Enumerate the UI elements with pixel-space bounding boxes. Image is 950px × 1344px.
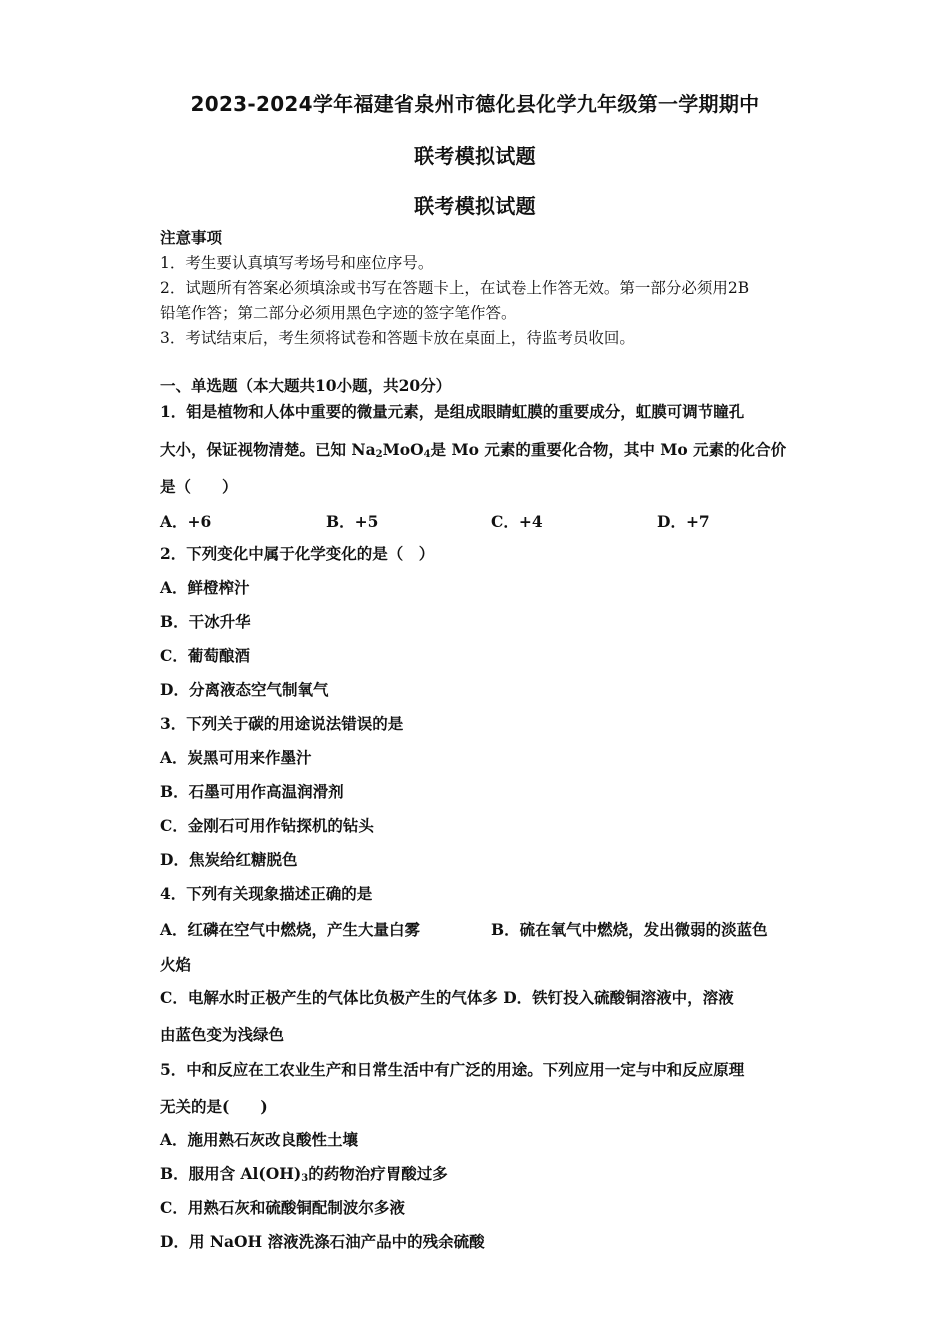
q3-option-c: C．金刚石可用作钻探机的钻头 [160, 816, 374, 835]
q4-option-d-continued: 由蓝色变为浅绿色 [160, 1025, 285, 1044]
q4-option-a: A．红磷在空气中燃烧，产生大量白雾 [160, 920, 421, 939]
section-heading: 一、单选题（本大题共10小题，共20分） [160, 376, 452, 395]
note-item: 1．考生要认真填写考场号和座位序号。 [160, 254, 434, 272]
note-item: 2．试题所有答案必须填涂或书写在答题卡上，在试卷上作答无效。第一部分必须用2B [160, 279, 750, 297]
page-title: 2023-2024学年福建省泉州市德化县化学九年级第一学期期中 [190, 92, 760, 116]
q4-stem: 4．下列有关现象描述正确的是 [160, 884, 373, 903]
q5-option-b: B．服用含 $Al(OH)_3$的药物治疗胃酸过多 [160, 1164, 448, 1184]
q1-stem-line3: 是（ ） [160, 477, 238, 496]
q4-option-b-continued: 火焰 [160, 955, 192, 974]
q4-option-c-d: C．电解水时正极产生的气体比负极产生的气体多 D．铁钉投入硫酸铜溶液中，溶液 [160, 988, 734, 1007]
note-item: 铅笔作答；第二部分必须用黑色字迹的签字笔作答。 [160, 304, 517, 322]
q1-option-a: A．+6 [160, 512, 212, 531]
q1-option-d: D．+7 [657, 512, 710, 531]
q5-stem-line2: 无关的是( ) [160, 1097, 268, 1116]
q2-option-b: B．干冰升华 [160, 612, 251, 631]
q1-option-b: B．+5 [326, 512, 379, 531]
q2-stem: 2．下列变化中属于化学变化的是（ ） [160, 544, 435, 563]
q5-option-a: A．施用熟石灰改良酸性土壤 [160, 1130, 359, 1149]
q1-stem-line1: 1．钼是植物和人体中重要的微量元素，是组成眼睛虹膜的重要成分，虹膜可调节瞳孔 [160, 402, 745, 421]
q4-option-b: B．硫在氧气中燃烧，发出微弱的淡蓝色 [491, 920, 768, 939]
page-subtitle: 联考模拟试题 [414, 144, 536, 168]
q5-option-c: C．用熟石灰和硫酸铜配制波尔多液 [160, 1198, 405, 1217]
note-item: 3．考试结束后，考生须将试卷和答题卡放在桌面上，待监考员收回。 [160, 329, 635, 347]
q5-option-d: D．用 NaOH 溶液洗涤石油产品中的残余硫酸 [160, 1232, 485, 1251]
notes-heading: 注意事项 [160, 228, 223, 247]
q2-option-d: D．分离液态空气制氧气 [160, 680, 329, 699]
page-subtitle-repeat: 联考模拟试题 [414, 194, 536, 218]
q3-option-b: B．石墨可用作高温润滑剂 [160, 782, 344, 801]
q3-stem: 3．下列关于碳的用途说法错误的是 [160, 714, 404, 733]
q5-stem-line1: 5．中和反应在工农业生产和日常生活中有广泛的用途。下列应用一定与中和反应原理 [160, 1060, 745, 1079]
q3-option-a: A．炭黑可用来作墨汁 [160, 748, 312, 767]
q1-option-c: C．+4 [491, 512, 543, 531]
q2-option-a: A．鲜橙榨汁 [160, 578, 250, 597]
q1-stem-line2: 大小，保证视物清楚。已知 $Na_2MoO_4$是 Mo 元素的重要化合物，其中 Mo 元素的化合价 [160, 440, 787, 460]
q2-option-c: C．葡萄酿酒 [160, 646, 250, 665]
q3-option-d: D．焦炭给红糖脱色 [160, 850, 298, 869]
